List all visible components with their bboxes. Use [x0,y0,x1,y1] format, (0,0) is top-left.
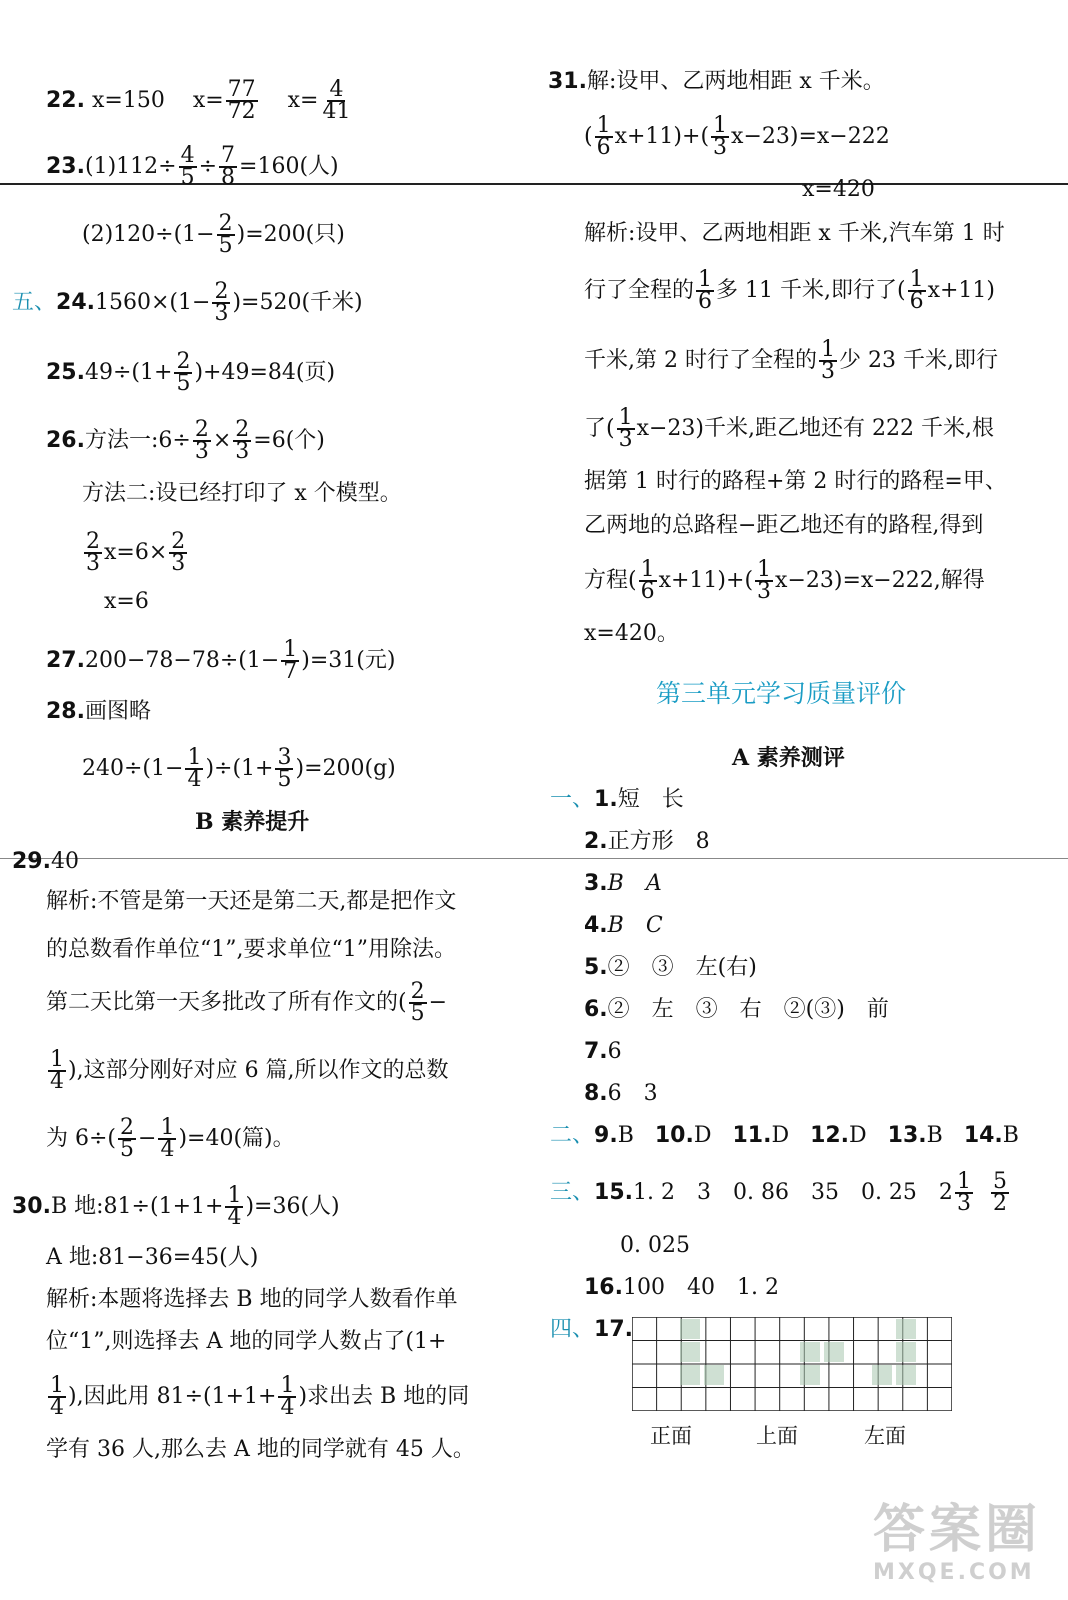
analysis-30-line4: 位“1”,则选择去 A 地的同学人数占了(1+ [46,1329,447,1354]
answer-6: 6.② 左 ③ 右 ②(③) 前 [584,997,889,1022]
analysis-31-line4: 了( $\frac{1}{3}$ x−23)千米,距乙地还有 222 千米,根 [584,405,994,452]
answer-23-2: (2)120÷(1− $\frac{2}{5}$ )=200(只) [82,211,345,258]
fraction: $\frac{77}{72}$ [227,77,256,124]
answer-26-method2: 方法二:设已经打印了 x 个模型。 [82,481,402,506]
answer-4: 4.B C [584,913,663,938]
mid-divider [0,858,1068,859]
grid-label-left: 左面 [864,1424,906,1448]
answer-7: 7.6 [584,1039,622,1064]
shaded-cell [896,1342,916,1362]
answer-30-line2: A 地:81−36=45(人) [46,1245,259,1270]
shaded-cell [680,1319,700,1339]
analysis-31-line2: 行了全程的 $\frac{1}{6}$ 多 11 千米,即行了( $\frac{1}{6}$ x+11) [584,267,995,314]
grid-label-top: 上面 [756,1424,798,1448]
answer-22: 22. x=150 x= $\frac{77}{72}$ x= $\frac{4}{41}$ [46,77,351,124]
analysis-29-line2: 的总数看作单位“1”,要求单位“1”用除法。 [46,937,456,962]
answer-30: 30.B 地:81÷(1+1+ $\frac{1}{4}$ )=36(人) [12,1183,340,1230]
answer-15-line2: 0. 025 [620,1233,690,1258]
shaded-cell [872,1365,892,1385]
shaded-cell [800,1365,820,1385]
analysis-31-line7: 方程( $\frac{1}{6}$ x+11)+( $\frac{1}{3}$ x−23)=x−222,解得 [584,557,985,604]
answer-17: 四、17. [550,1317,633,1342]
answer-1: 一、1.短 长 [550,787,684,812]
answer-24: 五、24.1560×(1− $\frac{2}{3}$ )=520(千米) [12,279,363,326]
analysis-29-line3: 第二天比第一天多批改了所有作文的( $\frac{2}{5}$ − [46,979,448,1026]
answer-26-equation: $\frac{2}{3}$ x=6× $\frac{2}{3}$ [86,529,186,576]
analysis-31-line6: 乙两地的总路程−距乙地还有的路程,得到 [584,513,984,538]
section-b-heading: B 素养提升 [195,809,310,835]
answer-31-result: x=420 [802,177,875,202]
shaded-cell [680,1365,700,1385]
shaded-cell [800,1342,820,1362]
analysis-30-line5: $\frac{1}{4}$ ),因此用 81÷(1+1+ $\frac{1}{4}$ )求出去 B 地的同 [50,1373,470,1420]
shaded-cell [824,1342,844,1362]
analysis-31-line3: 千米,第 2 时行了全程的 $\frac{1}{3}$ 少 23 千米,即行 [584,337,998,384]
answer-31-equation: ( $\frac{1}{6}$ x+11)+( $\frac{1}{3}$ x−23)=x−222 [584,113,890,160]
section-2-answers: 二、9.B 10.D 11.D 12.D 13.B 14.B [550,1123,1019,1148]
answer-29: 29.40 [12,849,79,874]
analysis-29-line5: 为 6÷( $\frac{2}{5}$ − $\frac{1}{4}$ )=40(篇)。 [46,1115,295,1162]
analysis-29-line1: 解析:不管是第一天还是第二天,都是把作文 [46,889,457,914]
answer-5: 5.② ③ 左(右) [584,955,757,980]
answer-28: 28.画图略 [46,699,151,724]
section-a-heading: A 素养测评 [732,745,845,771]
answer-26-result: x=6 [104,589,149,614]
answer-25: 25.49÷(1+ $\frac{2}{5}$ )+49=84(页) [46,349,336,396]
answer-28-formula: 240÷(1− $\frac{1}{4}$ )÷(1+ $\frac{3}{5}$ )=200(g) [82,745,396,792]
shaded-cell [896,1319,916,1339]
fraction: $\frac{4}{41}$ [322,77,351,124]
shaded-cell [704,1365,724,1385]
unit-title: 第三单元学习质量评价 [656,679,907,708]
answer-31: 31.解:设甲、乙两地相距 x 千米。 [548,69,885,94]
answer-16: 16.100 40 1. 2 [584,1275,779,1300]
answer-23-1: 23.(1)112÷ $\frac{4}{5}$ ÷ $\frac{7}{8}$ =160(人) [46,143,339,190]
grid-label-front: 正面 [650,1424,692,1448]
answer-3: 3.B A [584,871,662,896]
shaded-cell [680,1342,700,1362]
analysis-31-line8: x=420。 [584,621,679,646]
analysis-30-line6: 学有 36 人,那么去 A 地的同学就有 45 人。 [46,1437,475,1462]
view-grid [632,1317,952,1411]
answer-26: 26.方法一:6÷ $\frac{2}{3}$ × $\frac{2}{3}$ =6(个) [46,417,325,464]
analysis-31-line5: 据第 1 时行的路程+第 2 时行的路程=甲、 [584,469,1007,494]
analysis-31-line1: 解析:设甲、乙两地相距 x 千米,汽车第 1 时 [584,221,1005,246]
answer-2: 2.正方形 8 [584,829,710,854]
analysis-30-line3: 解析:本题将选择去 B 地的同学人数看作单 [46,1287,458,1312]
shaded-cell [896,1365,916,1385]
answer-15: 三、15.1. 2 3 0. 86 35 0. 25 2 $\frac{1}{3}$ $\frac{5}{2}$ [550,1169,1007,1216]
answer-8: 8.6 3 [584,1081,658,1106]
analysis-29-line4: $\frac{1}{4}$ ),这部分刚好对应 6 篇,所以作文的总数 [50,1047,449,1094]
answer-27: 27.200−78−78÷(1− $\frac{1}{7}$ )=31(元) [46,637,396,684]
watermark-logo: 答案圈 MXQE.COM [873,1500,1042,1585]
